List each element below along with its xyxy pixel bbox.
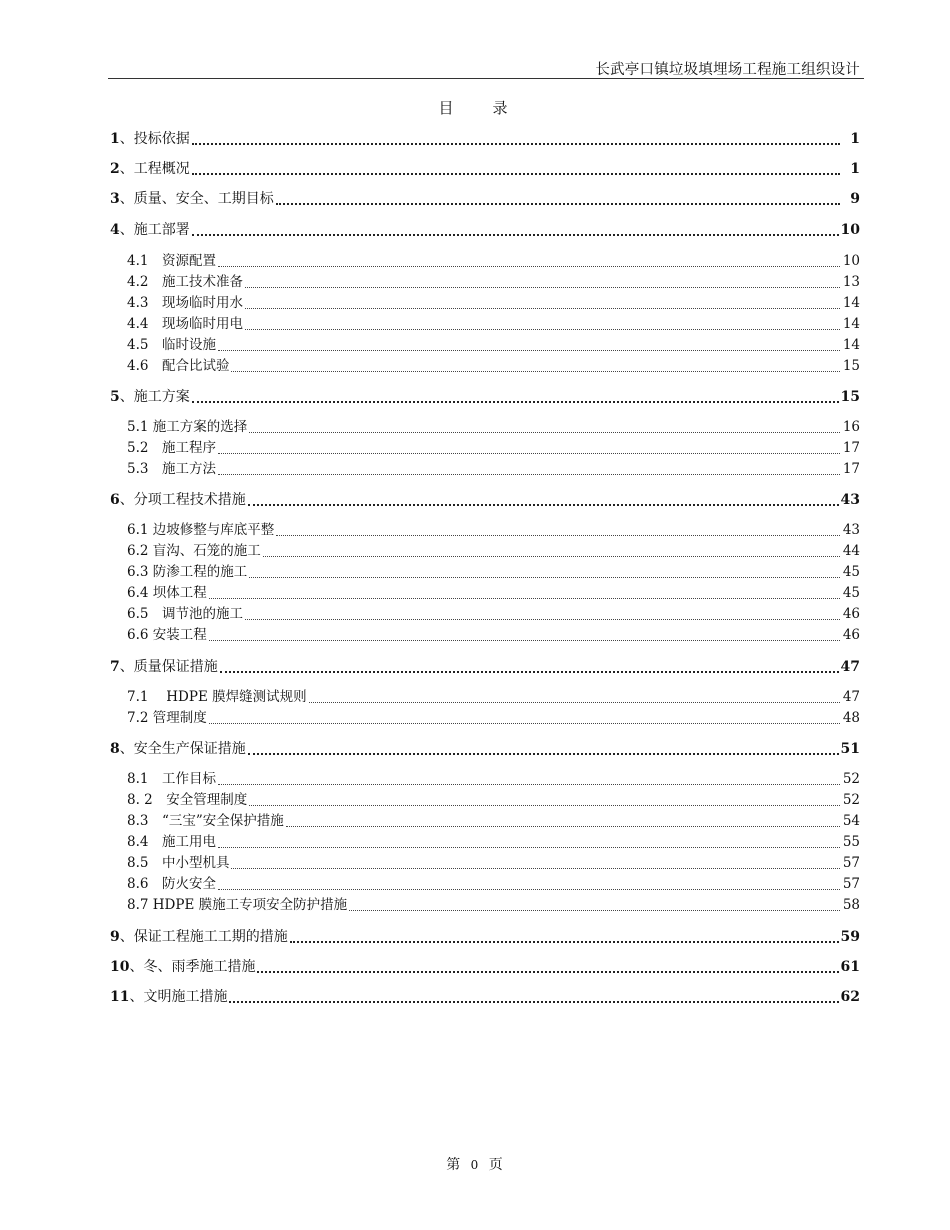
toc-subentry[interactable] — [127, 521, 860, 539]
dot-leader — [218, 453, 840, 454]
dot-leader — [276, 203, 840, 205]
toc-page-number: 14 — [842, 295, 860, 311]
toc-entry[interactable] — [110, 221, 860, 239]
toc-subentry-title: 7.1 HDPE 膜焊缝测试规则 — [127, 689, 307, 705]
toc-page-number: 57 — [842, 855, 860, 871]
toc-page-number: 17 — [842, 461, 860, 477]
toc-subentry[interactable] — [127, 896, 860, 914]
toc-page-number: 10 — [842, 253, 860, 269]
toc-entry-separator: 、 — [119, 741, 134, 757]
dot-leader — [257, 971, 838, 973]
toc-page-number: 52 — [842, 771, 860, 787]
toc-entry-title: 工程概况 — [133, 161, 190, 177]
toc-page-number: 43 — [840, 492, 860, 508]
toc-page-number: 59 — [840, 929, 860, 945]
toc-page-number: 14 — [842, 316, 860, 332]
toc-page-number: 15 — [840, 389, 860, 405]
toc-subentry-title: 6.4 坝体工程 — [127, 585, 207, 601]
toc-page-number: 62 — [840, 989, 860, 1005]
toc-entry-title: 施工方案 — [133, 389, 190, 405]
toc-subentry-title: 6.3 防渗工程的施工 — [127, 564, 248, 580]
toc-subentry-title: 4.6 配合比试验 — [127, 358, 230, 374]
toc-subentry[interactable] — [127, 854, 860, 872]
toc-subentry[interactable] — [127, 770, 860, 788]
toc-subentry[interactable] — [127, 791, 860, 809]
toc-entry[interactable] — [110, 928, 860, 946]
dot-leader — [218, 889, 840, 890]
toc-entry-number: 2 — [110, 161, 120, 177]
toc-entry-separator: 、 — [119, 492, 134, 508]
toc-page-number: 46 — [842, 606, 860, 622]
toc-entry[interactable] — [110, 190, 860, 208]
toc-subentry[interactable] — [127, 626, 860, 644]
toc-subentry[interactable] — [127, 357, 860, 375]
toc-subentry-title: 8.1 工作目标 — [127, 771, 216, 787]
dot-leader — [245, 329, 840, 330]
toc-page-number: 10 — [840, 222, 860, 238]
toc-subentry-title: 6.5 调节池的施工 — [127, 606, 243, 622]
toc-entry-separator: 、 — [119, 131, 134, 147]
dot-leader — [290, 941, 839, 943]
dot-leader — [220, 671, 839, 673]
toc-subentry[interactable] — [127, 563, 860, 581]
toc-subentry-title: 6.6 安装工程 — [127, 627, 207, 643]
dot-leader — [263, 556, 840, 557]
toc-subentry-title: 7.2 管理制度 — [127, 710, 207, 726]
toc-subentry-title: 5.2 施工程序 — [127, 440, 216, 456]
dot-leader — [218, 784, 840, 785]
toc-subentry-title: 5.1 施工方案的选择 — [127, 419, 248, 435]
toc-subentry[interactable] — [127, 336, 860, 354]
toc-subentry-title: 8.7 HDPE 膜施工专项安全防护措施 — [127, 897, 348, 913]
toc-entry-separator: 、 — [119, 389, 134, 405]
dot-leader — [249, 432, 840, 433]
dot-leader — [192, 143, 840, 145]
toc-page-number: 47 — [840, 659, 860, 675]
dot-leader — [286, 826, 840, 827]
dot-leader — [231, 371, 840, 372]
footer-prefix: 第 — [446, 1157, 462, 1173]
toc-entry-title: 质量、安全、工期目标 — [133, 191, 274, 207]
toc-page-number: 47 — [842, 689, 860, 705]
dot-leader — [231, 868, 840, 869]
toc-page-number: 13 — [842, 274, 860, 290]
toc-subentry[interactable] — [127, 315, 860, 333]
dot-leader — [248, 753, 839, 755]
toc-entry-title: 安全生产保证措施 — [133, 741, 246, 757]
dot-leader — [218, 266, 840, 267]
dot-leader — [245, 619, 840, 620]
toc-entry-separator: 、 — [119, 191, 134, 207]
toc-subentry[interactable] — [127, 709, 860, 727]
toc-page-number: 14 — [842, 337, 860, 353]
page-footer — [0, 1154, 950, 1174]
toc-entry-separator: 、 — [119, 929, 134, 945]
dot-leader — [245, 308, 840, 309]
toc-entry[interactable] — [110, 388, 860, 406]
toc-page-number: 43 — [842, 522, 860, 538]
toc-page-number: 52 — [842, 792, 860, 808]
toc-subentry-title: 6.1 边坡修整与库底平整 — [127, 522, 275, 538]
toc-subentry-title: 4.4 现场临时用电 — [127, 316, 243, 332]
toc-page-number: 57 — [842, 876, 860, 892]
toc-entry-number: 1 — [110, 131, 120, 147]
toc-entry-number: 10 — [110, 959, 130, 975]
dot-leader — [276, 535, 840, 536]
dot-leader — [309, 702, 840, 703]
toc-subentry-title: 8.6 防火安全 — [127, 876, 216, 892]
toc-page-number: 48 — [842, 710, 860, 726]
toc-page-number: 15 — [842, 358, 860, 374]
toc-entry-separator: 、 — [119, 659, 134, 675]
dot-leader — [349, 910, 840, 911]
toc-subentry-title: 8. 2 安全管理制度 — [127, 792, 248, 808]
toc-entry-number: 9 — [110, 929, 120, 945]
toc-subentry-title: 4.2 施工技术准备 — [127, 274, 243, 290]
toc-entry-title: 质量保证措施 — [133, 659, 218, 675]
toc-subentry-title: 4.1 资源配置 — [127, 253, 216, 269]
toc-subentry[interactable] — [127, 605, 860, 623]
toc-entry-number: 5 — [110, 389, 120, 405]
toc-page-number: 51 — [840, 741, 860, 757]
dot-leader — [192, 401, 839, 403]
dot-leader — [209, 640, 840, 641]
toc-subentry[interactable] — [127, 584, 860, 602]
toc-entry-separator: 、 — [129, 989, 144, 1005]
toc-subentry-title: 4.5 临时设施 — [127, 337, 216, 353]
page-header — [108, 58, 864, 79]
toc-subentry[interactable] — [127, 542, 860, 560]
toc-page-number: 1 — [850, 131, 860, 147]
toc-entry-title: 施工部署 — [133, 222, 190, 238]
toc-page-number: 45 — [842, 564, 860, 580]
dot-leader — [192, 173, 840, 175]
dot-leader — [192, 234, 839, 236]
toc-entry-number: 11 — [110, 989, 130, 1005]
toc-subentry[interactable] — [127, 273, 860, 291]
toc-subentry[interactable] — [127, 688, 860, 706]
toc-subentry[interactable] — [127, 439, 860, 457]
footer-suffix: 页 — [488, 1157, 504, 1173]
toc-entry[interactable] — [110, 658, 860, 676]
toc-entry-separator: 、 — [119, 222, 134, 238]
dot-leader — [229, 1001, 838, 1003]
toc-entry-number: 4 — [110, 222, 120, 238]
toc-title: 目 录 — [438, 99, 520, 117]
toc-subentry-title: 8.4 施工用电 — [127, 834, 216, 850]
dot-leader — [218, 474, 840, 475]
toc-entry[interactable] — [110, 130, 860, 148]
toc-entry-separator: 、 — [119, 161, 134, 177]
toc-entry[interactable] — [110, 988, 860, 1006]
toc-subentry-title: 5.3 施工方法 — [127, 461, 216, 477]
toc-page-number: 61 — [840, 959, 860, 975]
toc-entry[interactable] — [110, 160, 860, 178]
toc-entry[interactable] — [110, 491, 860, 509]
dot-leader — [249, 805, 840, 806]
toc-subentry-title: 6.2 盲沟、石笼的施工 — [127, 543, 261, 559]
dot-leader — [218, 847, 840, 848]
dot-leader — [245, 287, 840, 288]
toc-page-number: 45 — [842, 585, 860, 601]
toc-subentry[interactable] — [127, 294, 860, 312]
toc-entry-number: 6 — [110, 492, 120, 508]
toc-entry-number: 7 — [110, 659, 120, 675]
toc-entry-title: 投标依据 — [133, 131, 190, 147]
toc-entry-title: 分项工程技术措施 — [133, 492, 246, 508]
toc-page-number: 1 — [850, 161, 860, 177]
toc-subentry[interactable] — [127, 833, 860, 851]
toc-entry-title: 保证工程施工工期的措施 — [133, 929, 288, 945]
toc-subentry[interactable] — [127, 812, 860, 830]
toc-page-number: 58 — [842, 897, 860, 913]
toc-entry-number: 3 — [110, 191, 120, 207]
toc-page-number: 44 — [842, 543, 860, 559]
toc-page-number: 54 — [842, 813, 860, 829]
toc-entry-title: 文明施工措施 — [143, 989, 228, 1005]
toc-page-number: 17 — [842, 440, 860, 456]
toc-entry[interactable] — [110, 740, 860, 758]
toc-entry-number: 8 — [110, 741, 120, 757]
toc-entry[interactable] — [110, 958, 860, 976]
footer-page-number: 0 — [470, 1158, 480, 1172]
toc-subentry[interactable] — [127, 252, 860, 270]
toc-page-number: 46 — [842, 627, 860, 643]
dot-leader — [209, 723, 840, 724]
toc-page-number: 16 — [842, 419, 860, 435]
document-title-header: 长武亭口镇垃圾填埋场工程施工组织设计 — [595, 62, 860, 78]
toc-entry-separator: 、 — [129, 959, 144, 975]
toc-subentry-title: 8.5 中小型机具 — [127, 855, 230, 871]
toc-subentry-title: 8.3 “三宝”安全保护措施 — [127, 813, 284, 829]
dot-leader — [209, 598, 840, 599]
toc-subentry[interactable] — [127, 460, 860, 478]
dot-leader — [249, 577, 840, 578]
toc-subentry-title: 4.3 现场临时用水 — [127, 295, 243, 311]
toc-subentry[interactable] — [127, 418, 860, 436]
toc-page-number: 55 — [842, 834, 860, 850]
dot-leader — [248, 504, 839, 506]
dot-leader — [218, 350, 840, 351]
toc-subentry[interactable] — [127, 875, 860, 893]
toc-entry-title: 冬、雨季施工措施 — [143, 959, 256, 975]
toc-page-number: 9 — [850, 191, 860, 207]
